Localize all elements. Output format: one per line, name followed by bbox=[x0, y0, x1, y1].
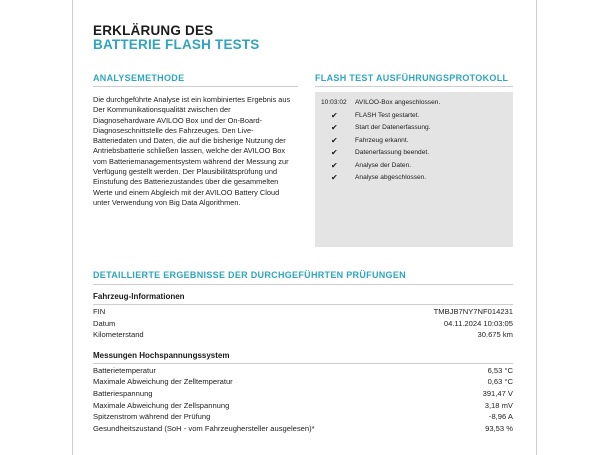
analysis-heading-rule bbox=[93, 86, 298, 87]
table-row bbox=[93, 400, 513, 411]
log-message: FLASH Test gestartet. bbox=[355, 111, 420, 119]
row-label: Datum bbox=[93, 319, 116, 328]
results-heading-rule bbox=[93, 284, 513, 285]
log-message: Fahrzeug erkannt. bbox=[355, 136, 409, 144]
row-value: 0,63 °C bbox=[487, 377, 513, 386]
log-heading-rule bbox=[315, 86, 513, 87]
analysis-text: Die durchgeführte Analyse ist ein kombiniertes Ergebnis aus Der Kommunikationsqualität zwischen der Diagnosehardware AVILOO Box und der On-Board-Diagnoseschnittstelle des Fahrzeuges. Den Live-Batteriedaten und Daten, die auf die bisherige Nutzung der Antriebsbatterie schließen lassen, welche der AVILOO Box vom Batteriemanagementsystem während der Messung zur Verfügung gestellt werden. Der Plausibilitätsprüfung und Einstufung des Batteriezustandes über die gesammelten Werte und einem Abgleich mit der AVILOO Battery Cloud unter Verwendung von Big Data Algorithmen. bbox=[93, 95, 291, 207]
checkmark-icon: ✔ bbox=[331, 173, 338, 182]
results-heading: DETAILLIERTE ERGEBNISSE DER DURCHGEFÜHRTEN PRÜFUNGEN bbox=[93, 270, 406, 280]
checkmark-icon: ✔ bbox=[331, 123, 338, 132]
title-line-1: ERKLÄRUNG DES bbox=[93, 23, 214, 38]
row-label: Batteriespannung bbox=[93, 389, 153, 398]
row-value: 391,47 V bbox=[482, 389, 513, 398]
row-label: Gesundheitszustand (SoH - vom Fahrzeughersteller ausgelesen)* bbox=[93, 424, 315, 433]
log-message: Datenerfassung beendet. bbox=[355, 149, 430, 156]
row-value: -8,96 A bbox=[488, 412, 513, 421]
table-row bbox=[93, 365, 513, 376]
row-value: 6,53 °C bbox=[487, 366, 513, 375]
vehicle-info-rule bbox=[93, 304, 513, 305]
log-message: Analyse abgeschlossen. bbox=[355, 174, 427, 181]
hv-measurements-heading: Messungen Hochspannungssystem bbox=[93, 351, 230, 360]
vehicle-info-heading: Fahrzeug-Informationen bbox=[93, 292, 185, 301]
table-row bbox=[93, 423, 513, 434]
row-label: FIN bbox=[93, 307, 106, 316]
row-value: 04.11.2024 10:03:05 bbox=[443, 319, 513, 328]
table-row bbox=[93, 306, 513, 317]
checkmark-icon: ✔ bbox=[331, 160, 338, 170]
log-time: 10:03:02 bbox=[321, 99, 347, 106]
checkmark-icon: ✔ bbox=[331, 148, 338, 157]
page-edge-right bbox=[536, 0, 537, 455]
title-line-2: BATTERIE FLASH TESTS bbox=[93, 37, 260, 52]
row-label: Maximale Abweichung der Zellspannung bbox=[93, 401, 230, 410]
table-row bbox=[93, 376, 513, 387]
row-value: 3,18 mV bbox=[484, 401, 513, 410]
log-message: Analyse der Daten. bbox=[355, 161, 412, 169]
row-value: 30.675 km bbox=[477, 330, 513, 339]
log-box bbox=[315, 92, 513, 247]
checkmark-icon: ✔ bbox=[331, 135, 338, 145]
row-label: Batterietemperatur bbox=[93, 366, 156, 375]
row-label: Kilometerstand bbox=[93, 330, 144, 339]
table-row bbox=[93, 388, 513, 399]
table-row bbox=[93, 329, 513, 340]
row-label: Spitzenstrom während der Prüfung bbox=[93, 412, 211, 421]
row-label: Maximale Abweichung der Zelltemperatur bbox=[93, 377, 233, 386]
table-row bbox=[93, 318, 513, 329]
page-edge-left bbox=[72, 0, 73, 455]
table-row bbox=[93, 411, 513, 422]
hv-measurements-rule bbox=[93, 363, 513, 364]
log-message: Start der Datenerfassung. bbox=[355, 124, 431, 131]
row-value: 93,53 % bbox=[485, 424, 513, 433]
analysis-heading: ANALYSEMETHODE bbox=[93, 73, 185, 83]
log-message: AVILOO-Box angeschlossen. bbox=[355, 99, 441, 106]
log-heading: FLASH TEST AUSFÜHRUNGSPROTOKOLL bbox=[315, 73, 509, 83]
page-title bbox=[93, 24, 260, 52]
checkmark-icon: ✔ bbox=[331, 110, 338, 120]
row-value: TMBJB7NY7NF014231 bbox=[433, 307, 513, 316]
